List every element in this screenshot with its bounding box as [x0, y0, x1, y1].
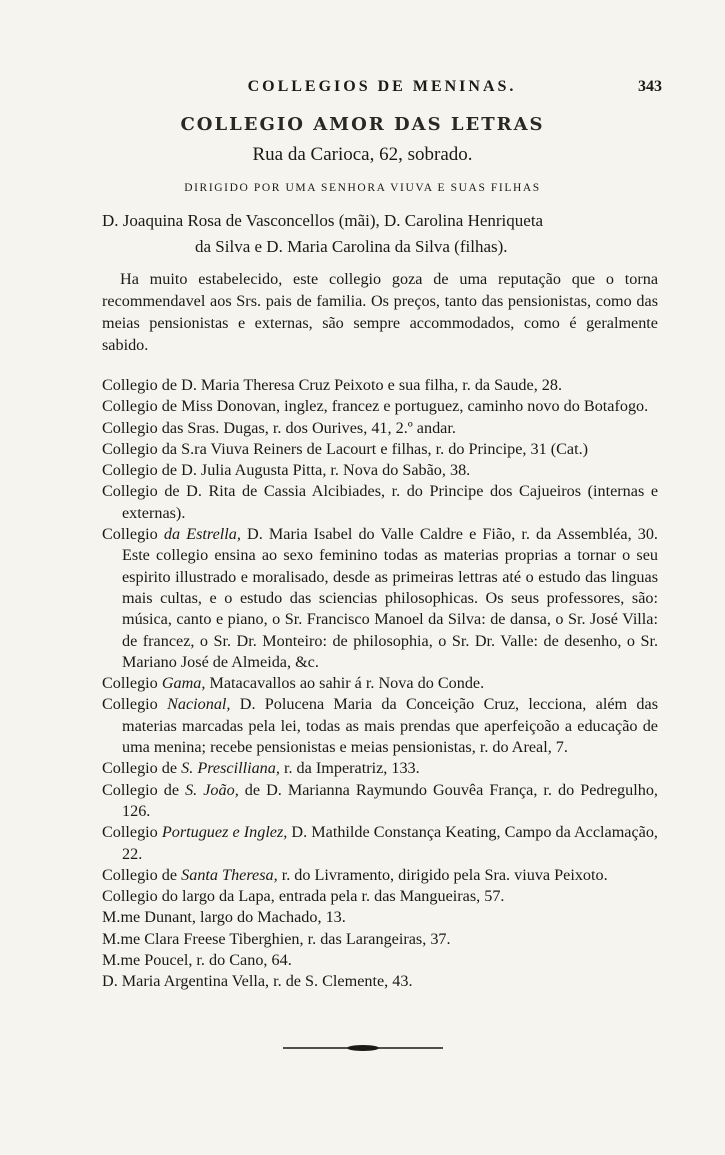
- running-title: COLLEGIOS DE MENINAS.: [247, 78, 517, 95]
- entry-text: D. Mathilde Constança Keating, Campo da Acclamação, 22.: [122, 823, 658, 863]
- entry-text: Collegio: [102, 525, 164, 544]
- entry-text: D. Polucena Maria da Conceição Cruz, lecciona, além das materias marcadas pela lei, todas as mais prendas que aperfeiçoão a educação de uma menina; recebe pensionistas e meias pensionistas, r. do Areal, 7.: [122, 695, 658, 757]
- entry-college-name: Gama,: [161, 674, 206, 693]
- entry-text: D. Maria Isabel do Valle Caldre e Fião, r. da Assembléa, 30. Este collegio ensina ao sexo feminino todas as materias proprias a tornar o seu espirito illustrado e moralisado, desde as primeiras lettras até o estudo das linguas mais cultas, e o estudo das sciencias philosophicas. Os seus professores, são: música, canto e piano, o Sr. Francisco Manoel da Silva: de dansa, o Sr. José Villa: de francez, o Sr. Dr. Monteiro: de philosophia, o Sr. Dr. Valle: de desenho, o Sr. Mariano José de Almeida, &c.: [122, 525, 658, 671]
- college-entry: [102, 418, 658, 439]
- college-entry: [102, 950, 658, 971]
- entry-text: D. Maria Argentina Vella, r. de S. Clemente, 43.: [102, 972, 413, 991]
- entry-text: Collegio de D. Julia Augusta Pitta, r. Nova do Sabão, 38.: [102, 461, 471, 480]
- college-entry: [102, 375, 658, 396]
- directors-line-1: D. Joaquina Rosa de Vasconcellos (mãi), D. Carolina Henriqueta: [102, 211, 544, 230]
- entry-college-name: S. Prescilliana,: [181, 759, 280, 778]
- college-entry: [102, 907, 658, 928]
- running-head: [102, 76, 662, 100]
- college-entry: [102, 758, 658, 779]
- entry-text: Collegio: [102, 695, 168, 714]
- entry-college-name: S. João,: [185, 780, 239, 799]
- ornamental-rule: [283, 1045, 443, 1051]
- entry-text: r. da Imperatriz, 133.: [279, 759, 420, 778]
- entry-college-name: Nacional,: [167, 695, 231, 714]
- college-entry: [102, 971, 658, 992]
- entry-text: r. do Livramento, dirigido pela Sra. viuva Peixoto.: [277, 865, 608, 884]
- entry-text: Collegio de: [102, 759, 182, 778]
- college-entry: [102, 694, 658, 758]
- entry-text: Collegio de Miss Donovan, inglez, francez e portuguez, caminho novo do Botafogo.: [102, 397, 649, 416]
- entry-text: Collegio das Sras. Dugas, r. dos Ourives, 41, 2.º andar.: [102, 418, 456, 437]
- entry-college-name: Portuguez e Inglez,: [161, 823, 288, 842]
- college-entry: [102, 396, 658, 417]
- college-entry: [102, 524, 658, 673]
- college-entry: [102, 780, 658, 823]
- college-direction: DIRIGIDO POR UMA SENHORA VIUVA E SUAS FILHAS: [184, 182, 541, 194]
- entry-text: Collegio: [102, 823, 162, 842]
- college-description: Ha muito estabelecido, este collegio goza de uma reputação que o torna recommendavel aos Srs. pais de familia. Os preços, tanto das pensionistas, como das meias pensionistas e externas, são sempre accommodados, como é geralmente sabido.: [102, 270, 658, 354]
- entry-text: Matacavallos ao sahir á r. Nova do Conde.: [205, 674, 485, 693]
- college-entry: [102, 865, 658, 886]
- college-listings: [102, 375, 658, 993]
- entry-college-name: da Estrella,: [163, 525, 241, 544]
- entry-text: de D. Marianna Raymundo Gouvêa França, r. do Pedregulho, 126.: [122, 780, 658, 820]
- entry-text: Collegio de: [102, 865, 182, 884]
- entry-college-name: Santa Theresa,: [181, 865, 278, 884]
- entry-text: Collegio: [102, 674, 162, 693]
- college-entry: [102, 929, 658, 950]
- college-entry: [102, 673, 658, 694]
- entry-text: M.me Clara Freese Tiberghien, r. das Larangeiras, 37.: [102, 929, 451, 948]
- entry-text: Collegio de D. Maria Theresa Cruz Peixoto e sua filha, r. da Saude, 28.: [102, 376, 563, 394]
- entry-text: M.me Poucel, r. do Cano, 64.: [102, 951, 292, 970]
- college-entry: [102, 460, 658, 481]
- college-title: COLLEGIO AMOR DAS LETRAS: [180, 114, 545, 135]
- directors-line-2: da Silva e D. Maria Carolina da Silva (filhas).: [195, 237, 508, 256]
- entry-text: Collegio de D. Rita de Cassia Alcibiades, r. do Principe dos Cajueiros (internas e externas).: [102, 482, 658, 522]
- page-number: 343: [638, 78, 662, 95]
- entry-text: Collegio da S.ra Viuva Reiners de Lacourt e filhas, r. do Principe, 31 (Cat.): [102, 439, 589, 458]
- entry-text: Collegio do largo da Lapa, entrada pela r. das Mangueiras, 57.: [102, 887, 505, 906]
- entry-text: M.me Dunant, largo do Machado, 13.: [102, 908, 346, 927]
- college-entry: [102, 822, 658, 865]
- college-entry: [102, 886, 658, 907]
- entry-text: Collegio de: [102, 780, 186, 799]
- college-address: Rua da Carioca, 62, sobrado.: [252, 144, 473, 165]
- college-entry: [102, 439, 658, 460]
- college-entry: [102, 481, 658, 524]
